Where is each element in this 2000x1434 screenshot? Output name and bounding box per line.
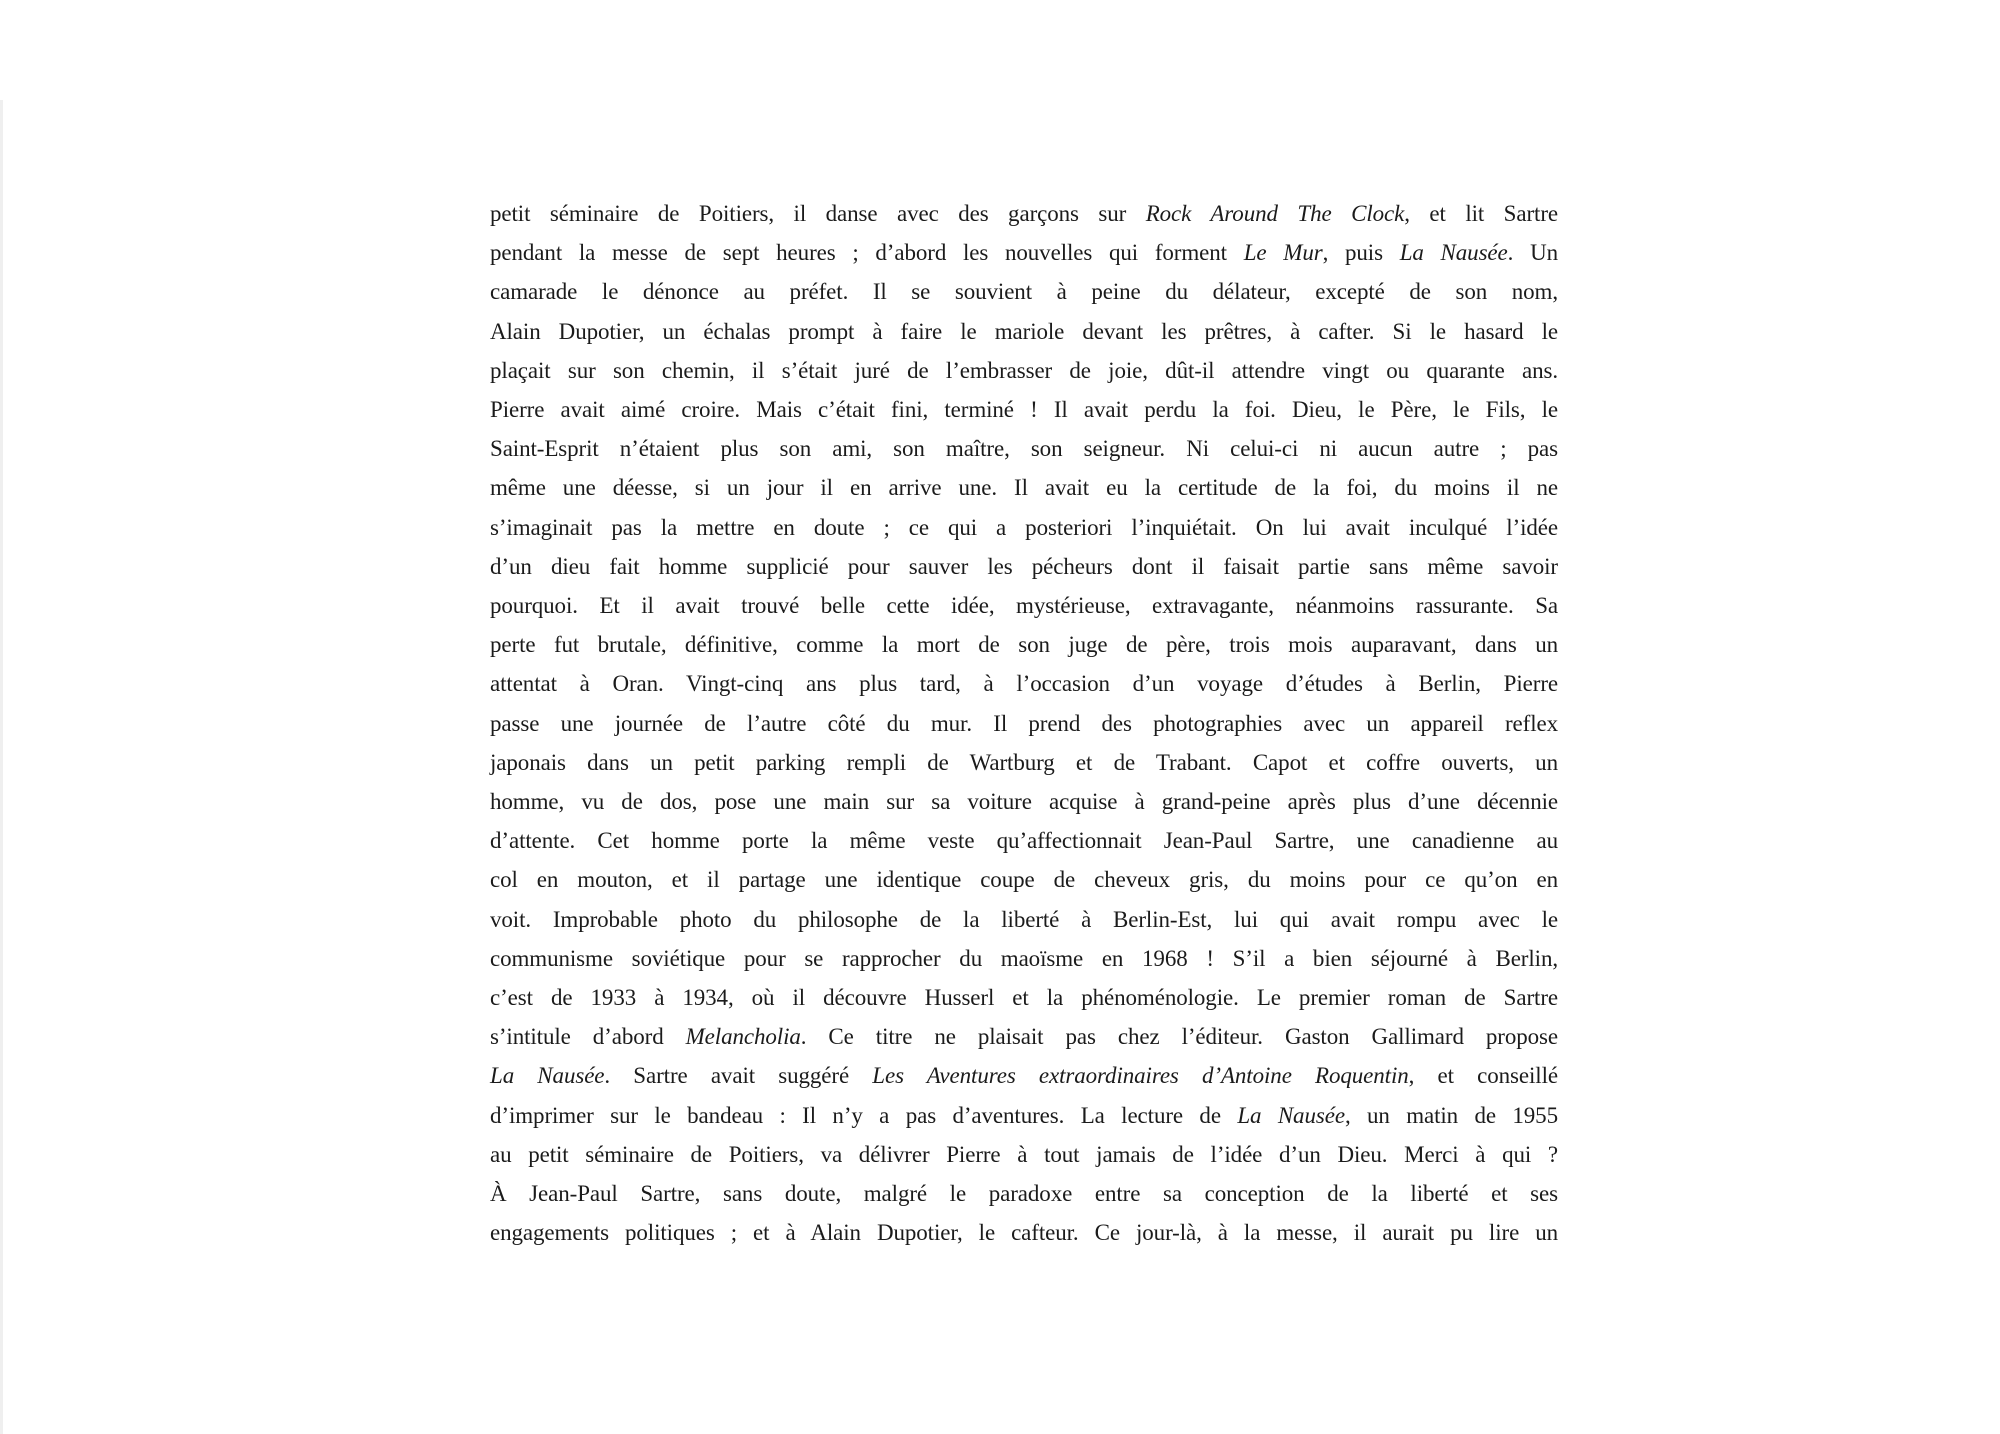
text-run: d’imprimer sur le bandeau : Il n’y a pas d’aventures. La lecture de <box>490 1102 1238 1128</box>
text-run: , puis <box>1322 240 1400 266</box>
text-run: petit séminaire de Poitiers, il danse avec des garçons sur <box>490 201 1146 226</box>
italic-run: Rock Around The Clock <box>1145 201 1405 226</box>
text-run: Pierre avait aimé croire. Mais c’était fini, terminé ! Il avait perdu la foi. Dieu, le Père, le Fils, le <box>490 397 1558 423</box>
text-line <box>490 782 1558 821</box>
text-run: pendant la messe de sept heures ; d’abord les nouvelles qui forment <box>490 240 1244 266</box>
text-line <box>490 1135 1558 1174</box>
text-run: d’attente. Cet homme porte la même veste qu’affectionnait Jean-Paul Sartre, une canadienne au <box>490 828 1558 854</box>
text-line <box>490 547 1558 586</box>
text-run: attentat à Oran. Vingt-cinq ans plus tard, à l’occasion d’un voyage d’études à Berlin, Pierre <box>490 671 1558 697</box>
text-line <box>490 860 1558 899</box>
text-run: s’imaginait pas la mettre en doute ; ce qui a posteriori l’inquiétait. On lui avait inculqué l’idée <box>490 514 1558 540</box>
text-line <box>490 468 1558 507</box>
text-line <box>490 312 1558 351</box>
text-line <box>490 704 1558 743</box>
text-run: pourquoi. Et il avait trouvé belle cette idée, mystérieuse, extravagante, néanmoins rassurante. Sa <box>490 593 1558 619</box>
text-line <box>490 743 1558 782</box>
text-line <box>490 1213 1558 1252</box>
text-run: même une déesse, si un jour il en arrive une. Il avait eu la certitude de la foi, du moins il ne <box>490 475 1558 501</box>
text-run: . Ce titre ne plaisait pas chez l’éditeur. Gaston Gallimard propose <box>800 1024 1558 1050</box>
text-line <box>490 194 1558 233</box>
text-run: homme, vu de dos, pose une main sur sa voiture acquise à grand-peine après plus d’une décennie <box>490 789 1558 815</box>
text-run: d’un dieu fait homme supplicié pour sauver les pécheurs dont il faisait partie sans même savoir <box>490 553 1558 579</box>
italic-run: Les Aventures extraordinaires d’Antoine Roquentin <box>872 1063 1409 1089</box>
italic-run: La Nausée <box>490 1063 605 1089</box>
text-run: col en mouton, et il partage une identique coupe de cheveux gris, du moins pour ce qu’on en <box>490 867 1558 893</box>
text-line <box>490 1096 1558 1135</box>
text-run: Saint-Esprit n’étaient plus son ami, son maître, son seigneur. Ni celui-ci ni aucun autre ; pas <box>490 436 1558 462</box>
italic-run: Melancholia <box>685 1024 801 1050</box>
italic-run: Le Mur <box>1243 240 1323 266</box>
text-run: À Jean-Paul Sartre, sans doute, malgré le paradoxe entre sa conception de la liberté et ses <box>490 1181 1558 1207</box>
text-run: c’est de 1933 à 1934, où il découvre Husserl et la phénoménologie. Le premier roman de Sartre <box>490 985 1558 1011</box>
text-run: Alain Dupotier, un échalas prompt à faire le mariole devant les prêtres, à cafter. Si le hasard le <box>490 318 1558 344</box>
text-line <box>490 1174 1558 1213</box>
text-run: , et lit Sartre <box>1404 201 1559 226</box>
text-line <box>490 233 1558 272</box>
text-line <box>490 429 1558 468</box>
text-run: , un matin de 1955 <box>1344 1102 1558 1128</box>
text-line <box>490 625 1558 664</box>
text-run: , et conseillé <box>1408 1063 1558 1089</box>
text-run: perte fut brutale, définitive, comme la mort de son juge de père, trois mois auparavant, dans un <box>490 632 1558 658</box>
text-run: s’intitule d’abord <box>490 1024 686 1050</box>
text-line <box>490 390 1558 429</box>
text-line <box>490 508 1558 547</box>
text-line <box>490 821 1558 860</box>
text-run: . Un <box>1507 240 1558 266</box>
text-run: passe une journée de l’autre côté du mur. Il prend des photographies avec un appareil reflex <box>490 710 1558 736</box>
text-line <box>490 900 1558 939</box>
text-line <box>490 978 1558 1017</box>
text-run: voit. Improbable photo du philosophe de la liberté à Berlin-Est, lui qui avait rompu avec le <box>490 906 1558 932</box>
text-line <box>490 664 1558 703</box>
text-run: japonais dans un petit parking rempli de Wartburg et de Trabant. Capot et coffre ouverts, un <box>490 749 1558 775</box>
text-run: . Sartre avait suggéré <box>604 1063 873 1089</box>
text-run: plaçait sur son chemin, il s’était juré de l’embrasser de joie, dût-il attendre vingt ou quarante ans. <box>490 357 1558 383</box>
text-line <box>490 351 1558 390</box>
text-run: au petit séminaire de Poitiers, va délivrer Pierre à tout jamais de l’idée d’un Dieu. Merci à qui ? <box>490 1141 1558 1167</box>
text-run: communisme soviétique pour se rapprocher du maoïsme en 1968 ! S’il a bien séjourné à Berlin, <box>490 945 1558 971</box>
text-line <box>490 586 1558 625</box>
italic-run: La Nausée <box>1399 240 1508 266</box>
text-line <box>490 1056 1558 1095</box>
page-scan-edge <box>0 100 3 1434</box>
text-line <box>490 939 1558 978</box>
text-line <box>490 272 1558 311</box>
text-run: engagements politiques ; et à Alain Dupotier, le cafteur. Ce jour-là, à la messe, il aurait pu lire un <box>490 1220 1558 1246</box>
text-run: camarade le dénonce au préfet. Il se souvient à peine du délateur, excepté de son nom, <box>490 279 1558 305</box>
text-line <box>490 1017 1558 1056</box>
italic-run: La Nausée <box>1237 1102 1345 1128</box>
body-text <box>490 194 1558 1252</box>
